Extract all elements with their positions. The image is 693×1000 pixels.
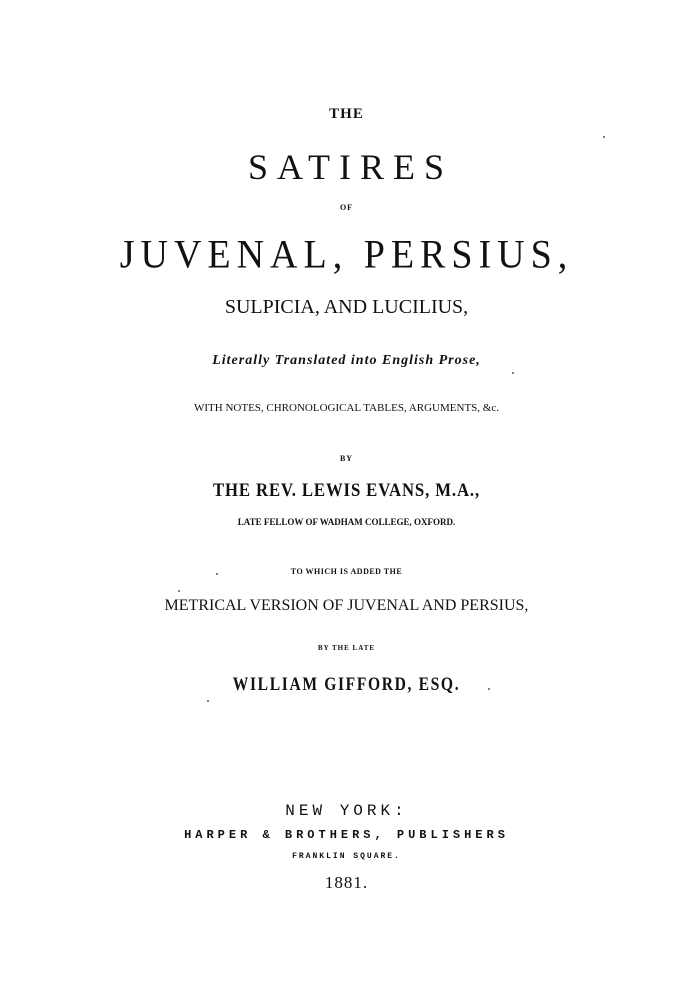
heading-satires: SATIRES xyxy=(247,147,454,187)
paper-speck xyxy=(603,136,605,138)
paper-speck xyxy=(512,372,514,374)
author-name: THE REV. LEWIS EVANS, M.A., xyxy=(212,480,481,501)
translator-name: WILLIAM GIFFORD, ESQ. xyxy=(232,674,461,695)
publication-city: NEW YORK: xyxy=(285,802,408,820)
paper-speck xyxy=(207,700,209,702)
paper-speck xyxy=(488,688,490,690)
paper-speck xyxy=(216,573,218,575)
added-label: TO WHICH IS ADDED THE xyxy=(290,567,403,576)
contents-note: WITH NOTES, CHRONOLOGICAL TABLES, ARGUMENTS, &c. xyxy=(194,402,499,414)
by-the-late-label: BY THE LATE xyxy=(317,644,376,652)
by-label: BY xyxy=(339,454,354,463)
subheading-sulpicia: SULPICIA, AND LUCILIUS, xyxy=(224,296,469,318)
heading-authors: JUVENAL, PERSIUS, xyxy=(119,232,574,278)
author-affiliation: LATE FELLOW OF WADHAM COLLEGE, OXFORD. xyxy=(237,517,456,527)
paper-speck xyxy=(178,590,180,592)
heading-of: OF xyxy=(339,203,354,212)
translation-note: Literally Translated into English Prose, xyxy=(212,353,481,368)
publisher-name: HARPER & BROTHERS, PUBLISHERS xyxy=(184,828,509,842)
metrical-version: METRICAL VERSION OF JUVENAL AND PERSIUS, xyxy=(164,597,529,614)
publication-year: 1881. xyxy=(324,873,369,892)
heading-the: THE xyxy=(329,106,364,122)
publisher-address: FRANKLIN SQUARE. xyxy=(292,852,401,861)
